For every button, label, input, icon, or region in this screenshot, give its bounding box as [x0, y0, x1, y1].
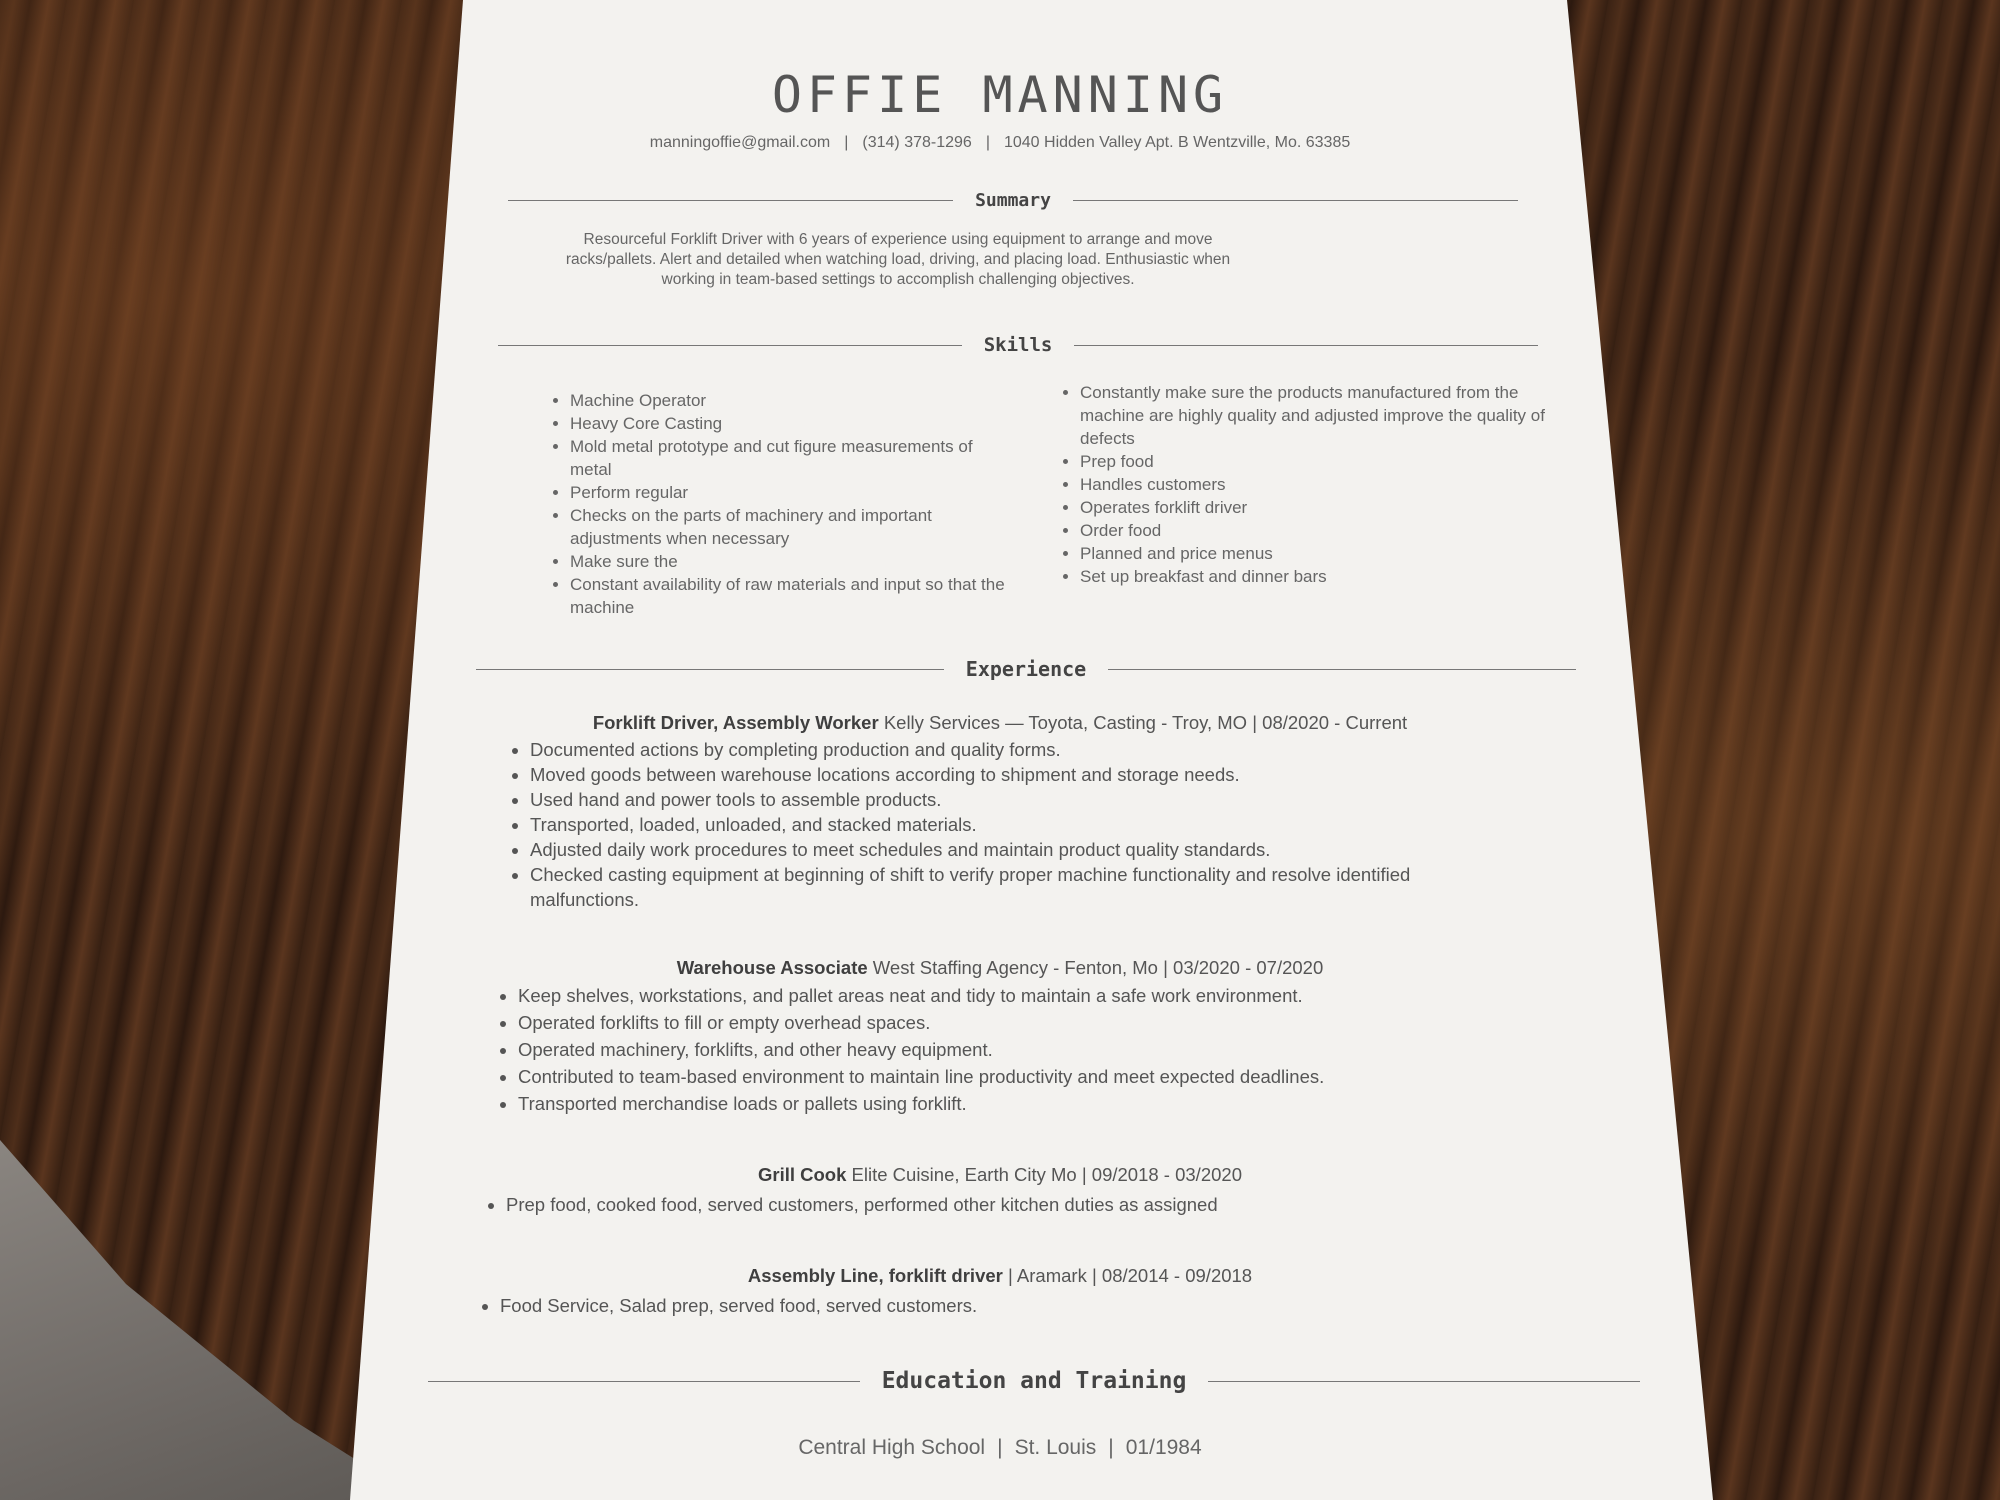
skill-item: • Checks on the parts of machinery and important adjustments when necessary [570, 504, 1018, 550]
experience-header [476, 657, 1576, 681]
divider-rule [476, 669, 944, 670]
job-details: Kelly Services — Toyota, Casting - Troy, MO | 08/2020 - Current [883, 712, 1408, 733]
education-date: 01/1984 [1125, 1436, 1202, 1459]
skill-item: • Heavy Core Casting [570, 412, 1018, 435]
summary-header [508, 190, 1518, 211]
skill-item: • Planned and price menus [1080, 542, 1548, 565]
job-title: Assembly Line, forklift driver [747, 1265, 1003, 1286]
job-title: Warehouse Associate [676, 957, 868, 978]
skill-item: • Operates forklift driver [1080, 496, 1548, 519]
list-item: • Checked casting equipment at beginning of shift to verify proper machine functionality and resolve identified malfunctions. [530, 862, 1518, 912]
contact-address: 1040 Hidden Valley Apt. B Wentzville, Mo. 63385 [1003, 134, 1351, 151]
list-item: • Keep shelves, workstations, and pallet areas neat and tidy to maintain a safe work environment. [518, 982, 1576, 1009]
list-item: • Prep food, cooked food, served customers, performed other kitchen duties as assigned [506, 1192, 1584, 1217]
skill-item: • Perform regular [570, 481, 1018, 504]
job-bullets [508, 737, 1518, 912]
contact-line: manningoffie@gmail.com | (314) 378-1296 | 1040 Hidden Valley Apt. B Wentzville, Mo. 63385 [649, 134, 1351, 151]
divider-rule [1073, 200, 1518, 201]
resume-name: OFFIE MANNING [771, 66, 1229, 124]
skill-item: • Make sure the [570, 550, 1018, 573]
list-item: • Used hand and power tools to assemble products. [530, 787, 1518, 812]
skill-item: • Order food [1080, 519, 1548, 542]
list-item: • Contributed to team-based environment to maintain line productivity and meet expected deadlines. [518, 1063, 1576, 1090]
skill-item: • Machine Operator [570, 389, 1018, 412]
list-item: • Food Service, Salad prep, served food, served customers. [500, 1293, 1578, 1318]
contact-phone: (314) 378-1296 [862, 134, 972, 151]
job-title: Forklift Driver, Assembly Worker [592, 712, 879, 733]
list-item: • Transported merchandise loads or pallets using forklift. [518, 1090, 1576, 1117]
contact-email: manningoffie@gmail.com [649, 134, 831, 151]
education-heading: Education and Training [881, 1368, 1187, 1394]
skills-heading: Skills [983, 334, 1053, 356]
job-heading [368, 712, 1632, 734]
education-school: Central High School [798, 1436, 986, 1459]
skill-item: • Constant availability of raw materials and input so that the machine [570, 573, 1018, 619]
job-heading [368, 1164, 1632, 1186]
job-heading [368, 1265, 1632, 1287]
skill-item: • Mold metal prototype and cut figure measurements of metal [570, 435, 1018, 481]
job-bullets [484, 1192, 1584, 1217]
job-bullets [496, 982, 1576, 1117]
divider-rule [508, 200, 953, 201]
list-item: • Moved goods between warehouse locations according to shipment and storage needs. [530, 762, 1518, 787]
job-heading [368, 957, 1632, 979]
skills-header [498, 334, 1538, 356]
experience-heading: Experience [965, 657, 1087, 681]
education-city: St. Louis [1014, 1436, 1097, 1459]
skills-right-column [1058, 381, 1548, 588]
list-item: • Operated forklifts to fill or empty overhead spaces. [518, 1009, 1576, 1036]
divider-rule [1208, 1381, 1640, 1382]
summary-heading: Summary [975, 190, 1051, 211]
resume-document [368, 0, 1632, 1500]
job-details: | Aramark | 08/2014 - 09/2018 [1008, 1265, 1253, 1286]
list-item: • Adjusted daily work procedures to meet schedules and maintain product quality standards. [530, 837, 1518, 862]
skill-item: • Prep food [1080, 450, 1548, 473]
job-title: Grill Cook [758, 1164, 847, 1185]
job-details: Elite Cuisine, Earth City Mo | 09/2018 - 03/2020 [851, 1164, 1242, 1185]
job-details: West Staffing Agency - Fenton, Mo | 03/2020 - 07/2020 [872, 957, 1324, 978]
list-item: • Operated machinery, forklifts, and other heavy equipment. [518, 1036, 1576, 1063]
education-header [428, 1368, 1640, 1394]
list-item: • Documented actions by completing production and quality forms. [530, 737, 1518, 762]
list-item: • Transported, loaded, unloaded, and stacked materials. [530, 812, 1518, 837]
education-line: Central High School | St. Louis | 01/1984 [798, 1436, 1202, 1459]
job-bullets [478, 1293, 1578, 1318]
skill-item: • Set up breakfast and dinner bars [1080, 565, 1548, 588]
summary-text: Resourceful Forklift Driver with 6 years of experience using equipment to arrange and move racks/pallets. Alert and detailed when watching load, driving, and placing load. Enthusiastic when working in team-based settings to accomplish challenging objectives. [565, 231, 1231, 288]
divider-rule [498, 345, 962, 346]
skill-item: • Constantly make sure the products manufactured from the machine are highly quality and adjusted improve the quality of defects [1080, 381, 1548, 450]
divider-rule [1108, 669, 1576, 670]
divider-rule [428, 1381, 860, 1382]
skill-item: • Handles customers [1080, 473, 1548, 496]
divider-rule [1074, 345, 1538, 346]
skills-left-column [548, 389, 1018, 619]
